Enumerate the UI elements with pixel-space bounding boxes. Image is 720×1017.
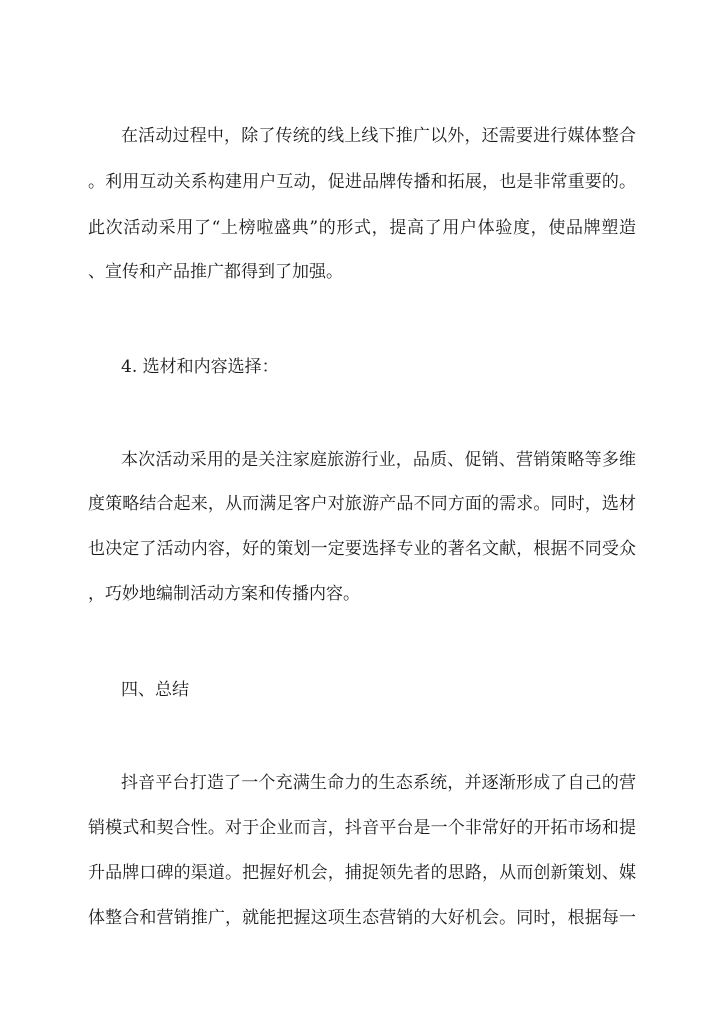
paragraph-3-line-1: 抖音平台打造了一个充满生命力的生态系统，并逐渐形成了自己的营 — [121, 773, 636, 793]
paragraph-2-line-3: 也决定了活动内容，好的策划一定要选择专业的著名文献，根据不同受众 — [88, 539, 636, 559]
section-heading-summary: 四、总结 — [121, 680, 189, 700]
paragraph-2-line-1: 本次活动采用的是关注家庭旅游行业，品质、促销、营销策略等多维 — [121, 450, 636, 470]
paragraph-2-line-4: ，巧妙地编制活动方案和传播内容。 — [88, 584, 360, 604]
paragraph-3-line-3: 升品牌口碑的渠道。把握好机会，捕捉领先者的思路，从而创新策划、媒 — [88, 863, 636, 883]
paragraph-1-line-1: 在活动过程中，除了传统的线上线下推广以外，还需要进行媒体整合 — [121, 126, 636, 146]
paragraph-2-line-2: 度策略结合起来，从而满足客户对旅游产品不同方面的需求。同时，选材 — [88, 494, 636, 514]
section-heading-4: 4. 选材和内容选择： — [121, 357, 279, 377]
paragraph-1-line-3: 此次活动采用了“上榜啦盛典”的形式，提高了用户体验度，使品牌塑造 — [88, 218, 636, 238]
paragraph-1-line-4: 、宣传和产品推广都得到了加强。 — [88, 262, 343, 282]
paragraph-1-line-2: 。利用互动关系构建用户互动，促进品牌传播和拓展，也是非常重要的。 — [88, 172, 636, 192]
paragraph-3-line-2: 销模式和契合性。对于企业而言，抖音平台是一个非常好的开拓市场和提 — [88, 818, 636, 838]
paragraph-3-line-4: 体整合和营销推广，就能把握这项生态营销的大好机会。同时，根据每一 — [88, 908, 636, 928]
